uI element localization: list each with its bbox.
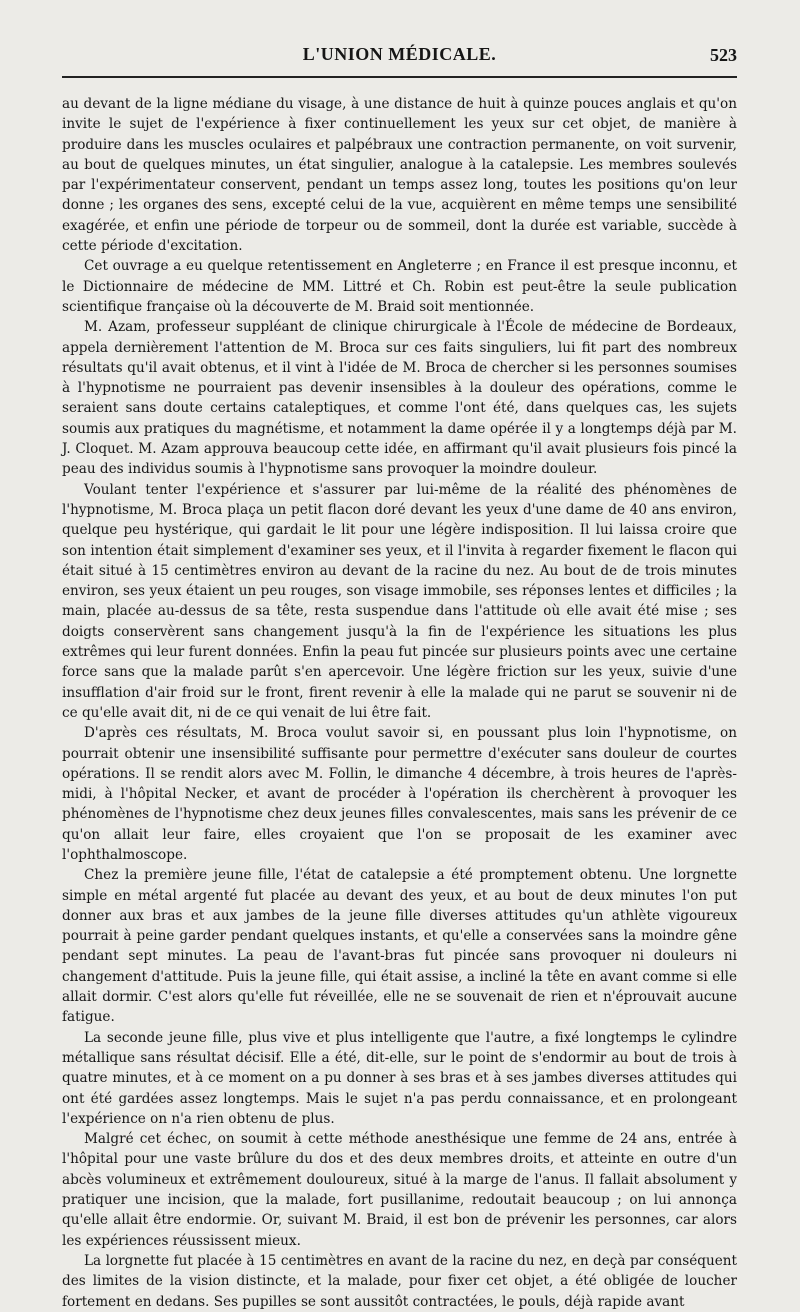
- article-body: [62, 94, 737, 1312]
- header-rule: [62, 76, 737, 78]
- page-header: [62, 0, 737, 78]
- paragraph: La seconde jeune fille, plus vive et plus intelligente que l'autre, a fixé longtemps le cylindre métallique sans résultat décisif. Elle a été, dit-elle, sur le point de s'endormir au bout de trois à quatre minutes, et à ce moment on a pu donner à ses bras et à ses jambes diverses attitudes qui ont été gardées assez longtemps. Mais le sujet n'a pas perdu connaissance, et en prolongeant l'expérience on n'a rien obtenu de plus.: [62, 1029, 737, 1127]
- paragraph-continuation: au devant de la ligne médiane du visage, à une distance de huit à quinze pouces anglais et qu'on invite le sujet de l'expérience à fixer continuellement les yeux sur cet objet, de manière à produire dans les muscles oculaires et palpébraux une contraction permanente, on voit survenir, au bout de quelques minutes, un état singulier, analogue à la catalepsie. Les membres soulevés par l'expérimentateur conservent, pendant un temps assez long, toutes les positions qu'on leur donne ; les organes des sens, excepté celui de la vue, acquièrent en même temps une sensibilité exagérée, et enfin une période de torpeur ou de sommeil, dont la durée est variable, succède à cette période d'excitation.: [62, 96, 737, 255]
- paragraph: Chez la première jeune fille, l'état de catalepsie a été promptement obtenu. Une lorgnette simple en métal argenté fut placée au devant des yeux, et au bout de deux minutes l'on put donner aux bras et aux jambes de la jeune fille diverses attitudes qu'un athlète vigoureux pourrait à peine garder pendant quelques instants, et qu'elle a conservées sans la moindre gêne pendant sept minutes. La peau de l'avant-bras fut pincée sans provoquer ni douleurs ni changement d'attitude. Puis la jeune fille, qui était assise, a incliné la tête en avant comme si elle allait dormir. C'est alors qu'elle fut réveillée, elle ne se souvenait de rien et n'éprouvait aucune fatigue.: [62, 867, 737, 1026]
- page-number: 523: [710, 45, 737, 65]
- paragraph: Cet ouvrage a eu quelque retentissement en Angleterre ; en France il est presque inconnu, et le Dictionnaire de médecine de MM. Littré et Ch. Robin est peut-être la seule publication scientifique française où la découverte de M. Braid soit mentionnée.: [62, 258, 737, 315]
- running-title: L'UNION MÉDICALE.: [302, 44, 497, 64]
- paragraph: Malgré cet échec, on soumit à cette méthode anesthésique une femme de 24 ans, entrée à l'hôpital pour une vaste brûlure du dos et des deux membres droits, et atteinte en outre d'un abcès volumineux et extrêmement douloureux, situé à la marge de l'anus. Il fallait absolument y pratiquer une incision, que la malade, fort pusillanime, redoutait beaucoup ; on lui annonça qu'elle allait être endormie. Or, suivant M. Braid, il est bon de prévenir les personnes, car alors les expériences réussissent mieux.: [62, 1131, 737, 1249]
- paragraph: M. Azam, professeur suppléant de clinique chirurgicale à l'École de médecine de Bordeaux, appela dernièrement l'attention de M. Broca sur ces faits singuliers, lui fit part des nombreux résultats qu'il avait obtenus, et il vint à l'idée de M. Broca de chercher si les personnes soumises à l'hypnotisme ne pourraient pas devenir insensibles à la douleur des opérations, comme le seraient sans doute certains cataleptiques, et comme l'ont été, dans quelques cas, les sujets soumis aux pratiques du magnétisme, et notamment la dame opérée il y a longtemps déjà par M. J. Cloquet. M. Azam approuva beaucoup cette idée, en affirmant qu'il avait plusieurs fois pincé la peau des individus soumis à l'hypnotisme sans provoquer la moindre douleur.: [62, 319, 737, 478]
- paragraph: La lorgnette fut placée à 15 centimètres en avant de la racine du nez, en deçà par conséquent des limites de la vision distincte, et la malade, pour fixer cet objet, a été obligée de loucher fortement en dedans. Ses pupilles se sont aussitôt contractées, le pouls, déjà rapide avant: [62, 1252, 737, 1310]
- paragraph: D'après ces résultats, M. Broca voulut savoir si, en poussant plus loin l'hypnotisme, on pourrait obtenir une insensibilité suffisante pour permettre d'exécuter sans douleur de courtes opérations. Il se rendit alors avec M. Follin, le dimanche 4 décembre, à trois heures de l'après-midi, à l'hôpital Necker, et avant de procéder à l'opération ils cherchèrent à provoquer les phénomènes de l'hypnotisme chez deux jeunes filles convalescentes, mais sans les prévenir de ce qu'on allait leur faire, elles croyaient que l'on se proposait de les examiner avec l'ophthalmoscope.: [62, 725, 737, 863]
- paragraph: Voulant tenter l'expérience et s'assurer par lui-même de la réalité des phénomènes de l'hypnotisme, M. Broca plaça un petit flacon doré devant les yeux d'une dame de 40 ans environ, quelque peu hystérique, qui gardait le lit pour une légère indisposition. Il lui laissa croire que son intention était simplement d'examiner ses yeux, et il l'invita à regarder fixement le flacon qui était situé à 15 centimètres environ au devant de la racine du nez. Au bout de de trois minutes environ, ses yeux étaient un peu rouges, son visage immobile, ses réponses lentes et difficiles ; la main, placée au-dessus de sa tête, resta suspendue dans l'attitude où elle avait été mise ; ses doigts conservèrent sans changement jusqu'à la fin de l'expérience les situations les plus extrêmes qui leur furent données. Enfin la peau fut pincée sur plusieurs points avec une certaine force sans que la malade parût s'en apercevoir. Une légère friction sur les yeux, suivie d'une insufflation d'air froid sur le front, firent revenir à elle la malade qui ne parut se souvenir ni de ce qu'elle avait dit, ni de ce qui venait de lui être fait.: [62, 481, 737, 721]
